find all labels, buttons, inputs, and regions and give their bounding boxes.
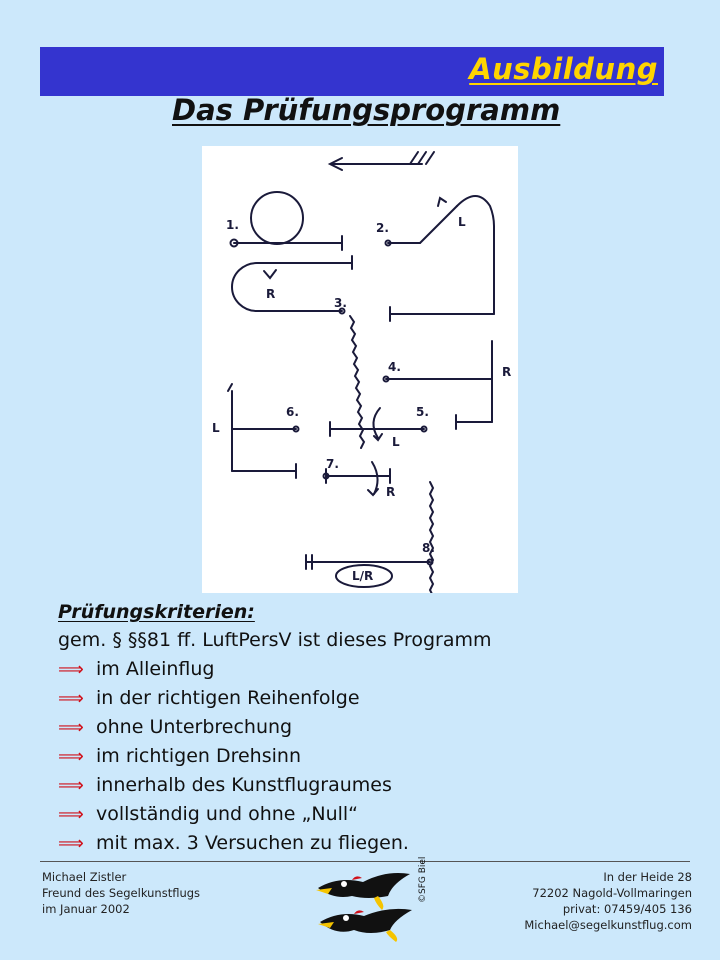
criteria-item-text: im Alleinflug	[96, 658, 215, 680]
copyright-label: ©SFG Biel	[418, 856, 428, 903]
label-r-right: R	[502, 365, 512, 379]
criteria-item-text: in der richtigen Reihenfolge	[96, 687, 360, 709]
criteria-intro: gem. § §§81 ff. LuftPersV ist dieses Programm	[58, 629, 492, 651]
footer-author-role: Freund des Segelkunstflugs	[42, 886, 201, 900]
footer-author-date: im Januar 2002	[42, 902, 130, 916]
criteria-item-text: im richtigen Drehsinn	[96, 745, 301, 767]
criteria-item-text: vollständig und ohne „Null“	[96, 803, 359, 825]
label-oval: L/R	[352, 569, 374, 583]
criteria-item	[58, 713, 491, 742]
label-n5: 5.	[416, 405, 429, 419]
loop-circle	[251, 192, 303, 244]
label-n3: 3.	[334, 296, 347, 310]
label-n6: 6.	[286, 405, 299, 419]
footer-street: In der Heide 28	[603, 870, 692, 884]
criteria-item	[58, 829, 491, 858]
implies-arrow-icon: ⟹	[58, 659, 84, 680]
criteria-item	[58, 800, 491, 829]
implies-arrow-icon: ⟹	[58, 746, 84, 767]
label-l-left: L	[212, 421, 220, 435]
header-bar	[40, 47, 664, 96]
criteria-item-text: ohne Unterbrechung	[96, 716, 293, 738]
criteria-item	[58, 684, 491, 713]
criteria-item-text: mit max. 3 Versuchen zu fliegen.	[96, 832, 409, 854]
label-l-mid: L	[392, 435, 400, 449]
footer-author-name: Michael Zistler	[42, 870, 127, 884]
footer-divider	[40, 861, 690, 862]
criteria-item	[58, 655, 491, 684]
label-l-top: L	[458, 215, 466, 229]
label-n8: 8.	[422, 541, 435, 555]
bird-logo-icon	[308, 866, 418, 946]
section-title: Ausbildung	[469, 52, 658, 86]
criteria-heading: Prüfungskriterien:	[58, 601, 255, 623]
label-n1: 1.	[226, 218, 239, 232]
page-title: Das Prüfungsprogramm	[172, 93, 561, 127]
implies-arrow-icon: ⟹	[58, 804, 84, 825]
implies-arrow-icon: ⟹	[58, 775, 84, 796]
implies-arrow-icon: ⟹	[58, 833, 84, 854]
footer-contact	[524, 869, 692, 933]
implies-arrow-icon: ⟹	[58, 688, 84, 709]
criteria-item	[58, 742, 491, 771]
maneuver-diagram	[202, 146, 518, 593]
footer-phone: privat: 07459/405 136	[562, 902, 692, 916]
criteria-section	[58, 598, 491, 858]
label-r-loop: R	[266, 287, 276, 301]
criteria-item	[58, 771, 491, 800]
label-n4: 4.	[388, 360, 401, 374]
label-n2: 2.	[376, 221, 389, 235]
label-r-mid: R	[386, 485, 396, 499]
implies-arrow-icon: ⟹	[58, 717, 84, 738]
footer-email[interactable]: Michael@segelkunstflug.com	[524, 918, 692, 932]
criteria-item-text: innerhalb des Kunstflugraumes	[96, 774, 392, 796]
footer-city: 72202 Nagold-Vollmaringen	[532, 886, 692, 900]
footer-author	[42, 869, 200, 917]
maneuver-diagram-svg	[202, 146, 518, 593]
label-n7: 7.	[326, 457, 339, 471]
